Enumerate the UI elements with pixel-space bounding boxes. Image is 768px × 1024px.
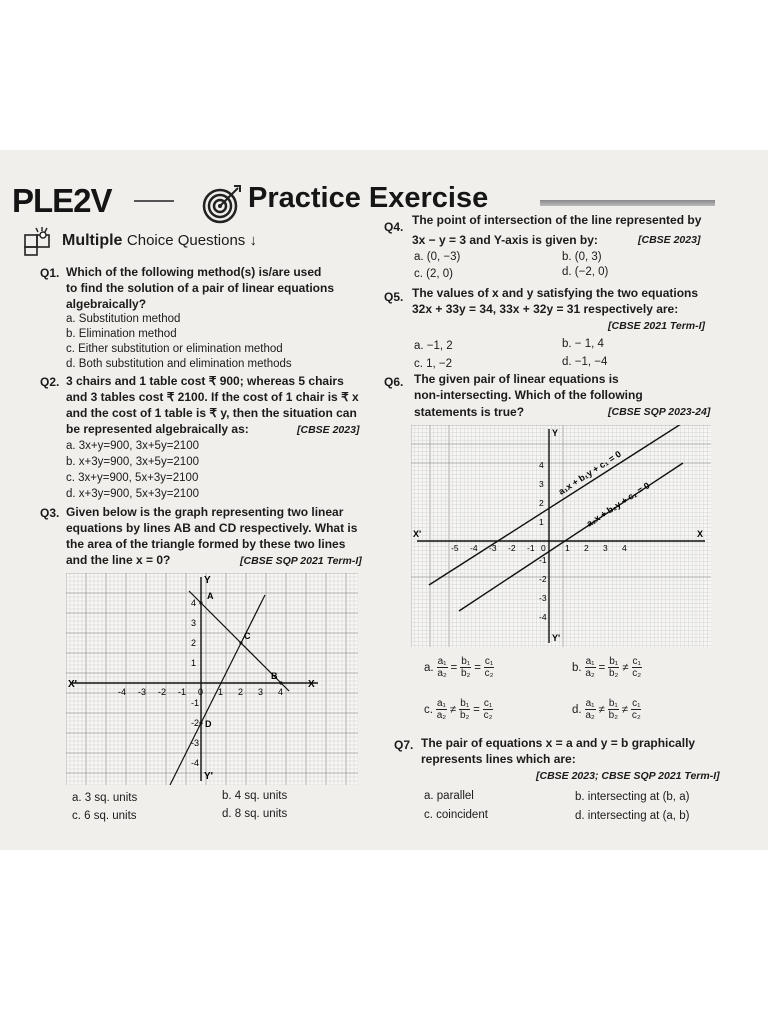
brand-strike [134,200,174,202]
y-axis-neg-label: Y' [552,633,561,643]
fraction-b-denominator: b₂ [608,668,619,679]
target-icon [202,184,242,224]
q5-source-tag: [CBSE 2021 Term-I] [608,320,706,332]
x-tick-label: -2 [158,687,167,697]
fraction-a-numerator: a₁ [585,656,595,667]
relation-sign: = [450,661,458,674]
x-tick-label: -1 [178,687,187,697]
fraction-b-denominator: b₂ [459,710,470,721]
fraction-c-numerator: c₁ [632,698,641,709]
q1-option-a: a. Substitution method [66,313,181,325]
fraction-a-denominator: a₂ [585,668,595,679]
q3-source-tag: [CBSE SQP 2021 Term-I] [240,555,362,567]
y-tick-label: -4 [191,758,200,768]
q2-option-c: c. 3x+y=900, 5x+3y=2100 [66,472,199,484]
q5-option-d: d. −1, −4 [562,356,608,368]
relation-sign: ≠ [449,703,457,716]
fraction-c-numerator: c₁ [483,698,493,709]
q4-option-a: a. (0, −3) [414,251,461,263]
fraction-c [484,656,494,679]
puzzle-icon [22,226,56,256]
origin-label: 0 [541,543,546,553]
q6-option-b [570,656,643,679]
relation-sign: ≠ [622,661,629,674]
x-axis-neg-label: X' [413,529,422,539]
x-tick-label: -5 [451,543,459,553]
point-c [239,641,242,644]
q7-option-b: b. intersecting at (b, a) [575,791,690,803]
fraction-a-numerator: a₁ [436,698,446,709]
fraction-b-numerator: b₁ [460,698,470,709]
q4-option-b: b. (0, 3) [562,251,602,263]
q4-source-tag: [CBSE 2023] [638,234,701,246]
page-title: Practice Exercise [248,182,489,214]
q7-option-a: a. parallel [424,790,474,802]
y-tick-label: 3 [191,618,197,628]
option-letter: d. [572,703,582,716]
q3-option-c: c. 6 sq. units [72,810,137,822]
x-tick-label: 1 [565,543,570,553]
x-tick-label: -3 [489,543,497,553]
fraction-a-numerator: a₁ [585,698,595,709]
q2-source-tag: [CBSE 2023] [297,424,360,436]
fraction-a [585,698,596,721]
y-tick-label: -1 [539,555,547,565]
q7-option-c: c. coincident [424,809,488,821]
q2-line-3: and the cost of 1 table is ₹ y, then the situation can [66,406,357,420]
y-tick-label: 1 [191,658,197,668]
q4-option-c: c. (2, 0) [414,268,453,280]
x-tick-label: -2 [508,543,516,553]
y-tick-label: 4 [191,598,197,608]
fraction-a-denominator: a₂ [585,710,595,721]
y-tick-label: 2 [191,638,197,648]
x-tick-label: 4 [278,687,284,697]
y-tick-label: -2 [539,574,547,584]
fraction-a-numerator: a₁ [437,656,447,667]
fraction-c [632,656,642,679]
y-axis-label: Y [552,428,559,438]
x-tick-label: -4 [470,543,478,553]
y-tick-label: 1 [539,517,544,527]
q4-line-1: The point of intersection of the line represented by [412,213,702,227]
q7-source-tag: [CBSE 2023; CBSE SQP 2021 Term-I] [536,770,720,782]
q6-graph [411,425,711,647]
x-tick-label: 3 [603,543,608,553]
relation-sign: ≠ [621,703,629,716]
fraction-b-denominator: b₂ [460,668,471,679]
relation-sign: = [474,661,481,674]
fraction-c [631,698,641,721]
q3-line-2: equations by lines AB and CD respectively. What is [66,521,358,535]
q5-line-1: The values of x and y satisfying the two equations [412,286,699,300]
q7-line-1: The pair of equations x = a and y = b graphically [421,736,696,750]
q3-number: Q3. [40,506,60,520]
fraction-a [437,656,448,679]
brand-logo: PLE2V [12,182,112,219]
q1-line-1: Which of the following method(s) is/are used [66,265,322,279]
x-tick-label: -3 [138,687,147,697]
q3-line-3: the area of the triangle formed by these two lines [66,537,346,551]
section-title: Multiple [62,232,123,249]
relation-sign: = [598,661,606,674]
section-subtitle: Choice Questions ↓ [126,232,257,249]
q5-option-c: c. 1, −2 [414,358,453,370]
fraction-a-denominator: a₂ [436,710,447,721]
q1-option-d: d. Both substitution and elimination methods [66,358,292,370]
point-b [279,681,282,684]
y-tick-label: 3 [539,479,544,489]
fraction-a [585,656,596,679]
fraction-c-denominator: c₂ [632,668,642,679]
x-tick-label: 1 [218,687,224,697]
x-axis-label: X [697,529,704,539]
q4-line-2: 3x − y = 3 and Y-axis is given by: [412,233,598,247]
fraction-b-denominator: b₂ [608,710,619,721]
q1-option-b: b. Elimination method [66,328,177,340]
fraction-b [460,656,471,679]
q7-line-2: represents lines which are: [421,752,576,766]
q3-line-4: and the line x = 0? [66,553,171,567]
y-axis-neg-label: Y' [204,771,214,782]
fraction-b-numerator: b₁ [608,698,618,709]
q3-option-a: a. 3 sq. units [72,792,138,804]
q5-option-a: a. −1, 2 [414,340,453,352]
line-2-label: a₂x + b₂y + c₂ = 0 [584,480,652,529]
q2-line-1: 3 chairs and 1 table cost ₹ 900; whereas 5 chairs [66,374,344,388]
q2-option-a: a. 3x+y=900, 3x+5y=2100 [66,440,199,452]
q2-option-b: b. x+3y=900, 3x+5y=2100 [66,456,199,468]
q2-option-d: d. x+3y=900, 5x+3y=2100 [66,488,199,500]
fraction-c-numerator: c₁ [632,656,641,667]
fraction-c-denominator: c₂ [631,710,641,721]
fraction-b-numerator: b₁ [461,656,471,667]
q3-option-b: b. 4 sq. units [222,790,288,802]
point-label-d: D [205,719,212,729]
y-axis-label: Y [204,575,211,586]
point-a [199,601,202,604]
header-rule [540,200,715,206]
q4-option-d: d. (−2, 0) [562,266,609,278]
q2-line-2: and 3 tables cost ₹ 2100. If the cost of 1 chair is ₹ x [66,390,359,404]
q7-number: Q7. [394,738,414,752]
fraction-c-denominator: c₂ [484,668,494,679]
y-tick-label: 2 [539,498,544,508]
y-tick-label: -2 [191,718,200,728]
x-axis-label: X [308,679,315,690]
fraction-c-denominator: c₂ [483,710,493,721]
q6-option-c [422,698,494,721]
point-d [199,721,202,724]
option-letter: b. [572,661,582,674]
x-tick-label: -1 [527,543,535,553]
q5-line-2: 32x + 33y = 34, 33x + 32y = 31 respectively are: [412,302,679,316]
y-tick-label: -3 [191,738,200,748]
q5-number: Q5. [384,290,404,304]
point-label-b: B [271,671,278,681]
q6-option-d [570,698,642,721]
x-axis-neg-label: X' [68,679,78,690]
q1-line-3: algebraically? [66,297,147,311]
point-label-a: A [207,591,214,601]
x-tick-label: -4 [118,687,127,697]
point-label-c: C [244,631,251,641]
q6-option-a [422,656,495,679]
fraction-a [436,698,447,721]
x-tick-label: 2 [584,543,589,553]
q3-line-1: Given below is the graph representing two linear [66,505,344,519]
q5-option-b: b. − 1, 4 [562,338,604,350]
q3-graph [66,573,358,785]
option-letter: c. [424,703,433,716]
q7-option-d: d. intersecting at (a, b) [575,810,690,822]
fraction-c-numerator: c₁ [484,656,494,667]
option-letter: a. [424,661,434,674]
q6-line-2: non-intersecting. Which of the following [414,388,643,402]
fraction-b-numerator: b₁ [609,656,619,667]
q4-number: Q4. [384,220,404,234]
q1-number: Q1. [40,266,60,280]
y-tick-label: -4 [539,612,547,622]
fraction-b [459,698,470,721]
y-tick-label: -1 [191,698,200,708]
q1-line-2: to find the solution of a pair of linear equations [66,281,335,295]
x-tick-label: 3 [258,687,264,697]
fraction-c [483,698,493,721]
x-tick-label: 0 [198,687,204,697]
fraction-b [608,656,619,679]
q6-number: Q6. [384,375,404,389]
relation-sign: = [473,703,480,716]
line-1-label: a₁x + b₁y + c₁ = 0 [556,448,623,497]
relation-sign: ≠ [598,703,605,716]
fraction-b [608,698,619,721]
y-tick-label: -3 [539,593,547,603]
q6-source-tag: [CBSE SQP 2023-24] [608,406,711,418]
x-tick-label: 4 [622,543,627,553]
q2-number: Q2. [40,375,60,389]
y-tick-label: 4 [539,460,544,470]
q1-option-c: c. Either substitution or elimination method [66,343,283,355]
q6-line-3: statements is true? [414,405,525,419]
fraction-a-denominator: a₂ [437,668,447,679]
q2-line-4: be represented algebraically as: [66,422,249,436]
q3-option-d: d. 8 sq. units [222,808,288,820]
x-tick-label: 2 [238,687,244,697]
q6-line-1: The given pair of linear equations is [414,372,619,386]
